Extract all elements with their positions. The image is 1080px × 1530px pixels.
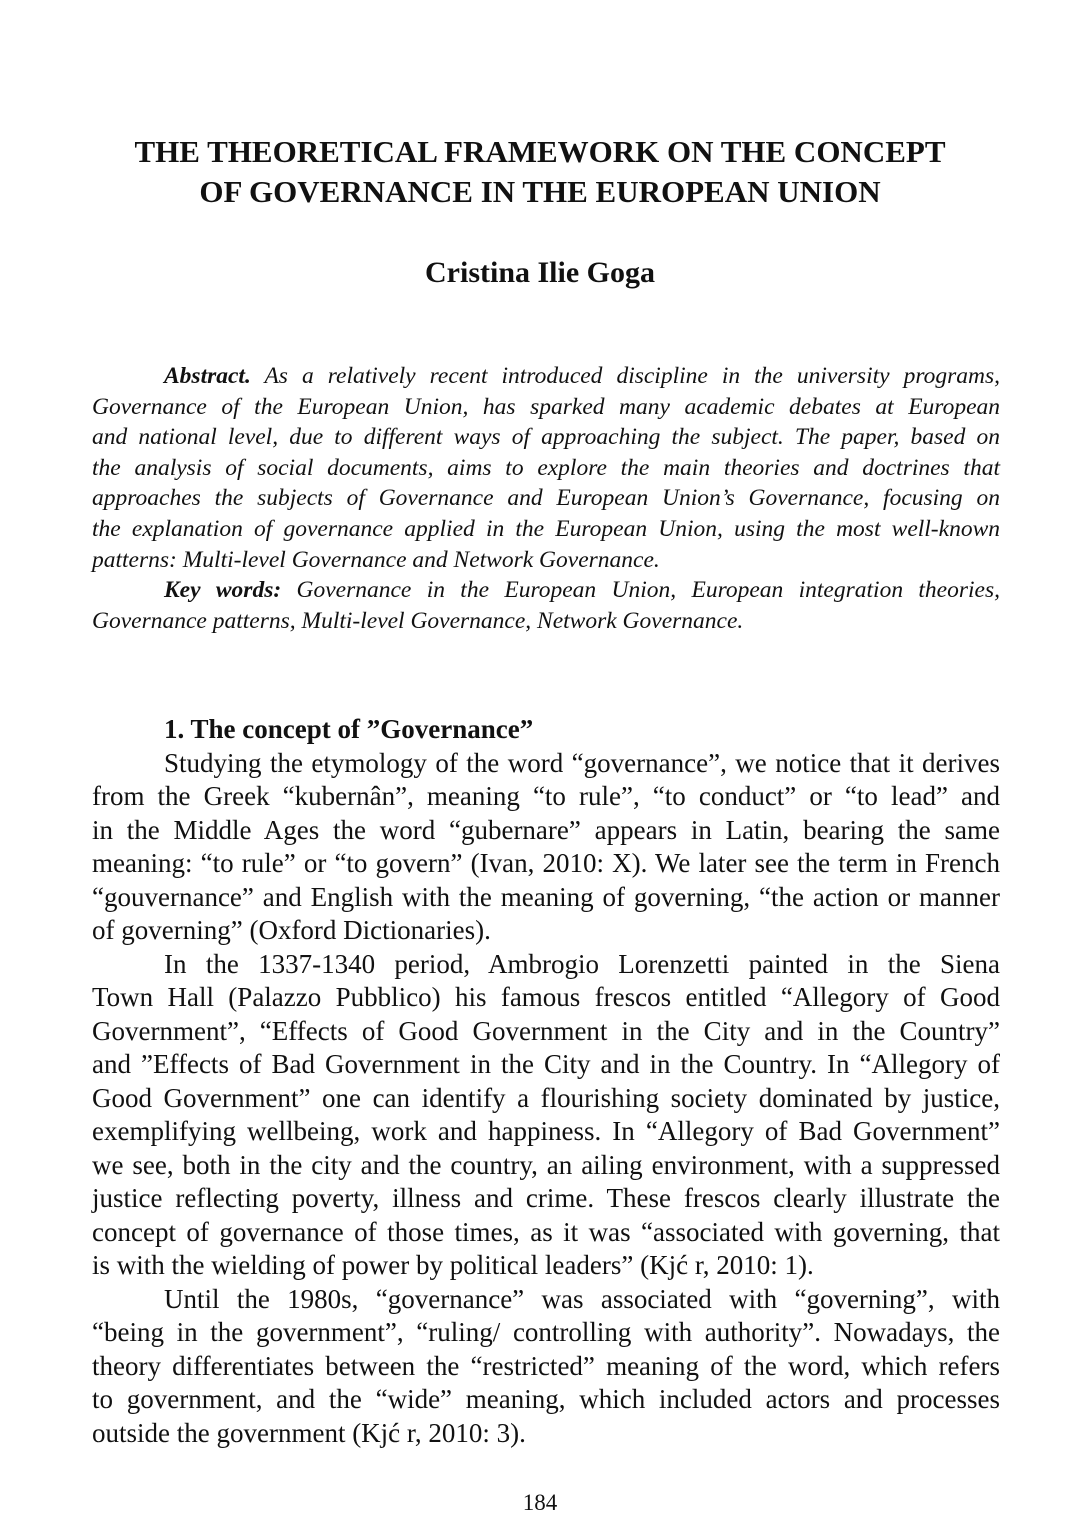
page-number: 184 bbox=[522, 1490, 558, 1515]
paragraph-line: concept of governance of those times, as it was “associated with governing, that bbox=[92, 1216, 1000, 1247]
paragraph-line: “gouvernance” and English with the meaning of governing, “the action or manner bbox=[92, 881, 1000, 912]
abstract-line bbox=[92, 422, 1000, 453]
section-heading: 1. The concept of ”Governance” bbox=[164, 714, 534, 744]
paragraph-line: meaning: “to rule” or “to govern” (Ivan, 2010: X). We later see the term in French bbox=[92, 848, 1000, 878]
paragraph-line: to government, and the “wide” meaning, which included actors and processes bbox=[92, 1384, 1000, 1414]
abstract bbox=[92, 361, 1000, 636]
body-text bbox=[92, 713, 1000, 1450]
paragraph-line: and ”Effects of Bad Government in the City and in the Country. In “Allegory of bbox=[92, 1049, 1000, 1079]
paragraph bbox=[92, 1283, 1000, 1451]
paragraph-line: theory differentiates between the “restricted” meaning of the word, which refers bbox=[92, 1350, 1000, 1381]
author: Cristina Ilie Goga bbox=[425, 256, 655, 289]
abstract-line bbox=[92, 453, 1000, 484]
paragraph-line: exemplifying wellbeing, work and happiness. In “Allegory of Bad Government” bbox=[92, 1116, 1000, 1146]
keywords-label: Key words: bbox=[164, 577, 282, 604]
abstract-label: Abstract. bbox=[164, 363, 251, 389]
title-line: OF GOVERNANCE IN THE EUROPEAN UNION bbox=[199, 174, 881, 209]
title-line: THE THEORETICAL FRAMEWORK ON THE CONCEPT bbox=[134, 134, 946, 169]
abstract-text: the analysis of social documents, aims to explore the main theories and doctrines that bbox=[92, 454, 1000, 481]
paragraph-line: In the 1337-1340 period, Ambrogio Lorenzetti painted in the Siena bbox=[164, 948, 1000, 979]
abstract-text: and national level, due to different ways of approaching the subject. The paper, based on bbox=[92, 424, 1000, 451]
paragraph-line: Until the 1980s, “governance” was associated with “governing”, with bbox=[164, 1283, 1000, 1314]
abstract-line bbox=[92, 514, 1000, 545]
paragraph-line: Good Government” one can identify a flourishing society dominated by justice, bbox=[92, 1082, 1000, 1113]
keywords-line bbox=[92, 606, 1000, 637]
abstract-line bbox=[92, 392, 1000, 423]
abstract-text: patterns: Multi-level Governance and Network Governance. bbox=[92, 546, 660, 573]
paragraph-line: from the Greek “kubernân”, meaning “to rule”, “to conduct” or “to lead” and bbox=[92, 781, 1000, 811]
abstract-text: Governance of the European Union, has sparked many academic debates at European bbox=[92, 393, 1000, 420]
abstract-text: approaches the subjects of Governance and European Union’s Governance, focusing on bbox=[92, 485, 1000, 512]
abstract-line bbox=[92, 545, 1000, 576]
abstract-text: the explanation of governance applied in the European Union, using the most well-known bbox=[92, 515, 1000, 542]
paragraph-line: Studying the etymology of the word “governance”, we notice that it derives bbox=[164, 747, 1000, 778]
paragraph-line: Government”, “Effects of Good Government in the City and in the Country” bbox=[92, 1015, 1000, 1046]
keywords-text: Governance patterns, Multi-level Governance, Network Governance. bbox=[92, 607, 744, 634]
paragraph-line: is with the wielding of power by political leaders” (Kjć r, 2010: 1). bbox=[92, 1250, 814, 1280]
paragraph-line: “being in the government”, “ruling/ controlling with authority”. Nowadays, the bbox=[92, 1317, 1000, 1347]
paragraph-line: outside the government (Kjć r, 2010: 3). bbox=[92, 1417, 526, 1448]
paper-title bbox=[0, 132, 1080, 212]
paragraph-line: in the Middle Ages the word “gubernare” appears in Latin, bearing the same bbox=[92, 814, 1000, 845]
paragraph-line: Town Hall (Palazzo Pubblico) his famous frescos entitled “Allegory of Good bbox=[92, 982, 1000, 1012]
keywords-line bbox=[92, 575, 1000, 606]
paragraph bbox=[92, 747, 1000, 948]
paragraph bbox=[92, 948, 1000, 1283]
abstract-text: As a relatively recent introduced discipline in the university programs, bbox=[250, 363, 1000, 389]
paragraph-line: we see, both in the city and the country, an ailing environment, with a suppressed bbox=[92, 1149, 1000, 1180]
paragraph-line: of governing” (Oxford Dictionaries). bbox=[92, 915, 491, 945]
keywords-text: Governance in the European Union, European integration theories, bbox=[281, 577, 1000, 604]
abstract-line bbox=[92, 361, 1000, 392]
abstract-line bbox=[92, 483, 1000, 514]
paragraph-line: justice reflecting poverty, illness and crime. These frescos clearly illustrate the bbox=[92, 1183, 1000, 1213]
